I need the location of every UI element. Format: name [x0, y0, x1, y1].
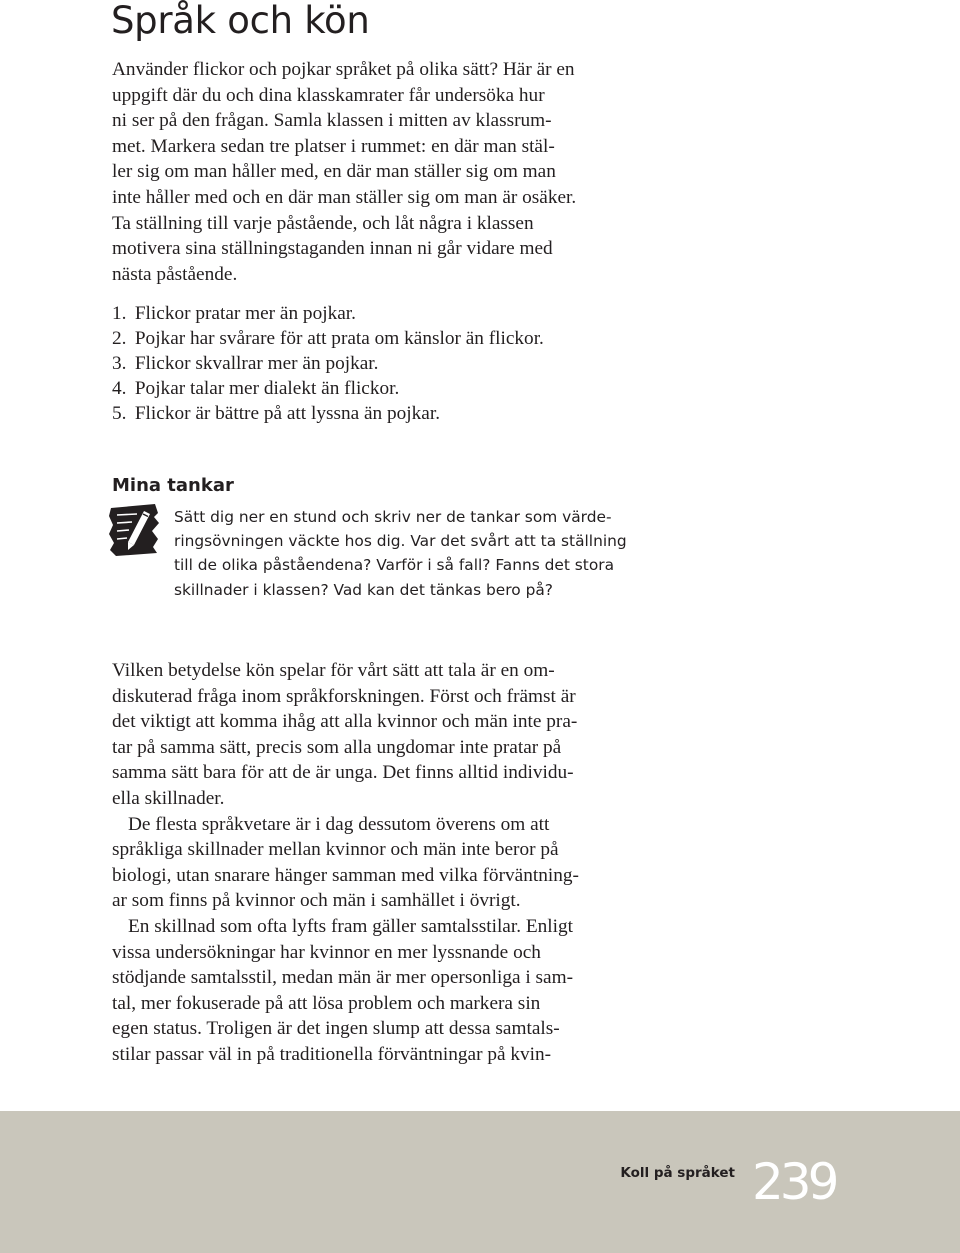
intro-line: ni ser på den frågan. Samla klassen i mitten av klassrum-	[112, 110, 552, 132]
task-instructions	[174, 505, 627, 602]
intro-line: inte håller med och en där man ställer sig om man är osäker.	[112, 186, 577, 208]
body-line: vissa undersökningar har kvinnor en mer lyssnande och	[112, 941, 541, 963]
body-line: tal, mer fokuserade på att lösa problem och markera sin	[112, 992, 541, 1014]
intro-line: Använder flickor och pojkar språket på olika sätt? Här är en	[112, 59, 575, 80]
task-line: skillnader i klassen? Vad kan det tänkas bero på?	[174, 580, 553, 599]
intro-line: nästa påstående.	[112, 263, 238, 285]
body-text	[112, 658, 672, 1068]
body-line: samma sätt bara för att de är unga. Det finns alltid individu-	[112, 762, 574, 784]
statement-text: Pojkar talar mer dialekt än flickor.	[134, 378, 400, 400]
body-line: stödjande samtalsstil, medan män är mer opersonliga i sam-	[112, 967, 574, 989]
statement-number: 2.	[112, 328, 127, 350]
statement-number: 1.	[112, 303, 127, 324]
body-line: stilar passar väl in på traditionella förväntningar på kvin-	[112, 1043, 552, 1065]
task-line: till de olika påståendena? Varför i så fall? Fanns det stora	[174, 556, 615, 575]
statement-text: Flickor skvallrar mer än pojkar.	[134, 353, 379, 375]
body-line: ar som finns på kvinnor och män i samhället i övrigt.	[112, 890, 521, 912]
intro-line: uppgift där du och dina klasskamrater får undersöka hur	[112, 84, 545, 106]
statement-item	[112, 351, 672, 376]
intro-paragraph	[112, 57, 672, 287]
intro-line: motivera sina ställningstaganden innan ni går vidare med	[112, 238, 553, 260]
task-line: ringsövningen väckte hos dig. Var det svårt att ta ställning	[174, 532, 627, 551]
statement-number: 4.	[112, 378, 127, 400]
body-line: egen status. Troligen är det ingen slump att dessa samtals-	[112, 1018, 560, 1040]
statement-text: Pojkar har svårare för att prata om känslor än flickor.	[134, 328, 544, 350]
body-line: tar på samma sätt, precis som alla ungdomar inte pratar på	[112, 736, 562, 758]
body-line: Vilken betydelse kön spelar för vårt sätt att tala är en om-	[112, 660, 555, 681]
statement-number: 3.	[112, 353, 127, 375]
section-heading-mina-tankar: Mina tankar	[112, 475, 234, 496]
statement-text: Flickor pratar mer än pojkar.	[134, 303, 356, 324]
pen-writing-icon	[108, 503, 160, 557]
statement-number: 5.	[112, 403, 127, 425]
page-title: Språk och kön	[111, 0, 370, 42]
intro-line: ler sig om man håller med, en där man ställer sig om man	[112, 161, 556, 183]
body-line: En skillnad som ofta lyfts fram gäller samtalsstilar. Enligt	[128, 915, 573, 937]
statement-item	[112, 301, 672, 326]
body-line: språkliga skillnader mellan kvinnor och män inte beror på	[112, 839, 559, 861]
footer-book-title: Koll på språket	[620, 1165, 735, 1181]
page-number: 239	[752, 1153, 836, 1211]
intro-line: Ta ställning till varje påstående, och låt några i klassen	[112, 212, 534, 234]
body-line: biologi, utan snarare hänger samman med vilka förväntning-	[112, 864, 579, 886]
body-line: ella skillnader.	[112, 787, 225, 809]
body-line: det viktigt att komma ihåg att alla kvinnor och män inte pra-	[112, 711, 578, 733]
statement-item	[112, 401, 672, 426]
statement-item	[112, 326, 672, 351]
statement-text: Flickor är bättre på att lyssna än pojkar.	[134, 403, 441, 425]
intro-line: met. Markera sedan tre platser i rummet: en där man stäl-	[112, 135, 555, 157]
task-line: Sätt dig ner en stund och skriv ner de tankar som värde-	[174, 508, 612, 526]
body-line: De flesta språkvetare är i dag dessutom överens om att	[128, 813, 550, 835]
body-line: diskuterad fråga inom språkforskningen. Först och främst är	[112, 685, 576, 707]
statement-item	[112, 376, 672, 401]
statements-list	[112, 301, 672, 426]
